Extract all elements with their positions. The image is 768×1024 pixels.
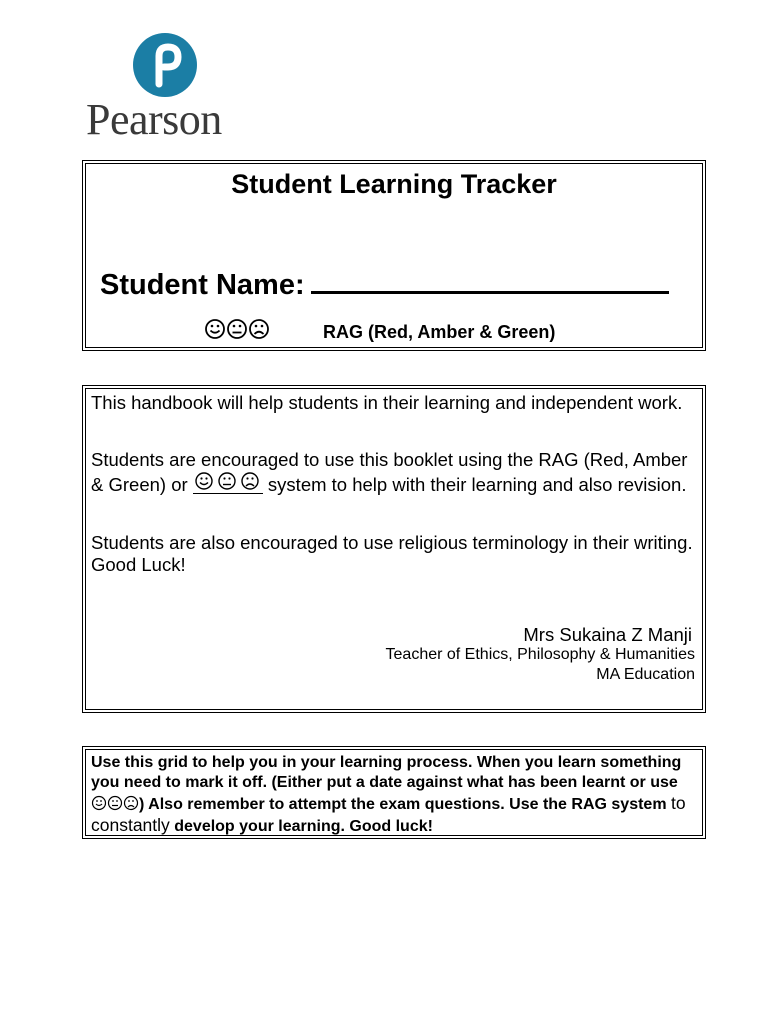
grid-note-emphasis: to constantly xyxy=(91,793,686,835)
intro-paragraph-3: Students are also encouraged to use religious terminology in their writing. Good Luck! xyxy=(91,532,693,575)
smiley-neutral-sad-faces-icon xyxy=(91,795,139,811)
intro-paragraph-2 xyxy=(91,449,697,496)
student-name-label: Student Name: xyxy=(100,269,305,301)
pearson-wordmark: Pearson xyxy=(86,95,222,144)
intro-paragraph-2-start: Students are encouraged to use this booklet using the RAG (Red, Amber & Green) or xyxy=(91,449,688,495)
smiley-neutral-sad-faces-icon xyxy=(204,318,270,340)
pearson-p-icon xyxy=(132,32,198,98)
grid-note-start: Use this grid to help you in your learning process. When you learn something you need to mark it off. (Either put a date against what has been learnt or use xyxy=(91,754,682,791)
signature-name: Mrs Sukaina Z Manji xyxy=(523,624,692,645)
grid-note-text xyxy=(91,753,699,837)
grid-note-end: develop your learning. Good luck! xyxy=(169,818,433,835)
smiley-neutral-sad-faces-icon xyxy=(193,471,263,494)
signature-degree: MA Education xyxy=(596,666,695,683)
rag-label: RAG (Red, Amber & Green) xyxy=(323,322,556,342)
pearson-logo xyxy=(86,32,246,144)
signature-role: Teacher of Ethics, Philosophy & Humanities xyxy=(385,646,695,663)
grid-note-middle: ) Also remember to attempt the exam questions. Use the RAG system xyxy=(139,796,671,813)
student-name-line xyxy=(311,267,669,294)
intro-paragraph-1: This handbook will help students in their learning and independent work. xyxy=(91,392,683,413)
page-title: Student Learning Tracker xyxy=(231,169,557,199)
intro-paragraph-2-end: system to help with their learning and also revision. xyxy=(262,474,687,495)
student-name-row xyxy=(100,266,669,304)
